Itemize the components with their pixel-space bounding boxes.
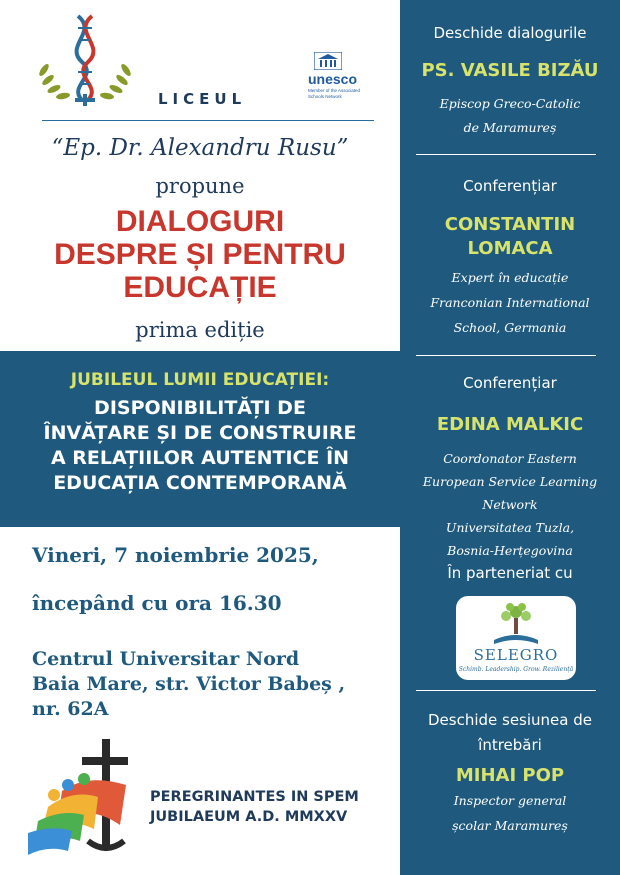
conf1-name: LOMACA — [467, 238, 553, 259]
event-time: începând cu ora 16.30 — [32, 591, 282, 615]
dna-laurel-logo — [30, 10, 140, 110]
opening-name: PS. VASILE BIZĂU — [421, 60, 599, 81]
jubilee-line: PEREGRINANTES IN SPEM — [150, 789, 359, 805]
unesco-caption: Member of the Associated Schools Network — [308, 88, 361, 99]
theme-line: A RELAȚIILOR AUTENTICE ÎN — [50, 447, 350, 469]
theme-subtitle: JUBILEUL LUMII EDUCAȚIEI: — [70, 370, 330, 390]
opening-desc: Episcop Greco-Catolic — [439, 96, 581, 111]
theme-line: ÎNVĂȚARE ȘI DE CONSTRUIRE — [43, 422, 357, 444]
conf2-desc: Coordonator Eastern — [443, 451, 577, 466]
theme-lines — [0, 396, 400, 496]
venue-line: nr. 62A — [32, 698, 109, 720]
qa-name: MIHAI POP — [455, 765, 565, 786]
venue-line: Centrul Universitar Nord — [32, 648, 300, 670]
title-line: EDUCAȚIE — [123, 271, 277, 304]
unesco-temple-icon — [314, 52, 342, 70]
opening-intro: Deschide dialogurile — [433, 24, 587, 42]
conf1-desc: Franconian International — [430, 295, 590, 310]
selegro-logo-box — [456, 596, 576, 680]
conf1-desc: School, Germania — [453, 320, 567, 335]
conf2-desc: Bosnia-Herțegovina — [447, 543, 573, 558]
title-line: DESPRE ȘI PENTRU — [54, 238, 346, 271]
school-label: LICEUL — [158, 90, 247, 108]
jubilee-cross-logo — [28, 733, 158, 858]
qa-intro: întrebări — [478, 736, 542, 754]
selegro-caption: Schimb. Leadership. Grow. Reziliență — [458, 666, 574, 673]
jubilee-line: JUBILAEUM A.D. MMXXV — [150, 809, 348, 825]
conf1-desc: Expert în educație — [451, 270, 569, 285]
selegro-word: SELEGRO — [473, 646, 559, 664]
theme-line: DISPONIBILITĂȚI DE — [94, 397, 306, 419]
main-title — [0, 205, 400, 304]
unesco-word: unesco — [308, 71, 358, 87]
conf2-desc: Universitatea Tuzla, — [445, 520, 575, 535]
partner-intro: În parteneriat cu — [447, 564, 573, 582]
unesco-badge — [308, 52, 368, 108]
event-date: Vineri, 7 noiembrie 2025, — [32, 543, 319, 567]
jubilee-text — [150, 787, 359, 827]
opening-desc: de Maramureș — [463, 120, 557, 135]
conf1-intro: Conferențiar — [463, 177, 557, 195]
title-line: DIALOGURI — [115, 205, 285, 238]
school-name: “Ep. Dr. Alexandru Rusu” — [51, 135, 349, 161]
speaker-divider — [416, 690, 596, 691]
conf2-desc: Network — [482, 497, 538, 512]
qa-intro: Deschide sesiunea de — [427, 711, 592, 729]
qa-desc: școlar Maramureș — [452, 818, 568, 833]
theme-line: EDUCAȚIA CONTEMPORANĂ — [53, 472, 347, 494]
qa-desc: Inspector general — [453, 793, 567, 808]
edition-text: prima ediție — [135, 318, 265, 342]
conf2-intro: Conferențiar — [463, 374, 557, 392]
conf2-name: EDINA MALKIC — [436, 414, 584, 435]
conf1-name: CONSTANTIN — [444, 214, 576, 235]
event-venue — [32, 647, 345, 722]
venue-line: Baia Mare, str. Victor Babeș , — [32, 673, 346, 695]
speaker-divider — [416, 355, 596, 356]
header-divider — [42, 120, 374, 121]
propune-text: propune — [155, 174, 245, 198]
conf2-desc: European Service Learning — [422, 474, 598, 489]
speaker-divider — [416, 154, 596, 155]
selegro-tree-logo — [486, 600, 546, 648]
